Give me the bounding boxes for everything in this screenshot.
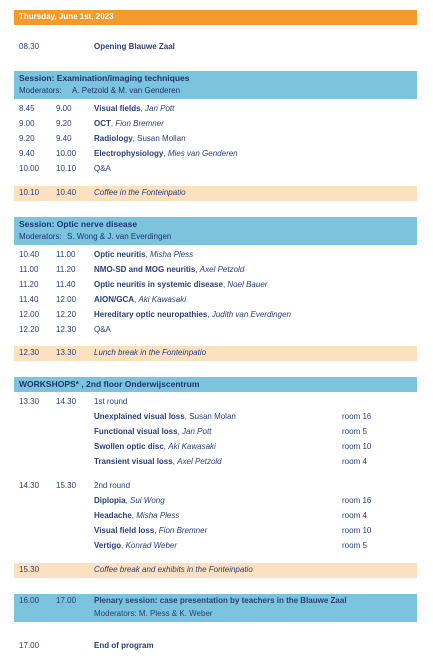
moderators-label: Moderators: bbox=[19, 232, 62, 241]
start-time: 10.10 bbox=[19, 188, 40, 197]
start-time: 16.00 bbox=[19, 596, 40, 605]
workshop-row: Unexplained visual loss, Susan Molan room 16 bbox=[94, 412, 372, 421]
start-time: 13.30 bbox=[19, 397, 40, 406]
speaker: Noel Bauer bbox=[227, 280, 268, 289]
room: room 10 bbox=[342, 442, 372, 451]
start-time: 12.00 bbox=[19, 310, 40, 319]
speaker: Aki Kawasaki bbox=[168, 442, 216, 451]
break-title: Coffee in the Fonteinpatio bbox=[94, 188, 186, 197]
workshop-title: Swollen optic disc bbox=[94, 442, 164, 451]
talk-row: 9.00 9.20 OCT, Fion Bremner bbox=[19, 119, 164, 128]
plenary-row bbox=[14, 594, 417, 622]
start-time: 12.20 bbox=[19, 325, 40, 334]
room: room 5 bbox=[342, 541, 367, 550]
end-time: 10.00 bbox=[56, 149, 77, 158]
start-time: 11.20 bbox=[19, 280, 39, 289]
round-row bbox=[14, 395, 417, 410]
break-title: Lunch break in the Fonteinpatio bbox=[94, 348, 207, 357]
round-label: 1st round bbox=[94, 397, 128, 406]
talk-title: Visual fields bbox=[94, 104, 141, 113]
moderators: A. Petzold & M. van Genderen bbox=[72, 86, 181, 95]
room: room 4 bbox=[342, 457, 367, 466]
talk-title: Q&A bbox=[94, 325, 111, 334]
room: room 16 bbox=[342, 496, 372, 505]
speaker: Axel Petzold bbox=[177, 457, 222, 466]
session2-header bbox=[14, 217, 417, 245]
room: room 4 bbox=[342, 511, 367, 520]
day-header bbox=[14, 10, 417, 25]
talk-title: Optic neuritis in systemic disease bbox=[94, 280, 223, 289]
start-time: 12.30 bbox=[19, 348, 40, 357]
talk-row: 11.40 12.00 AION/GCA, Aki Kawasaki bbox=[19, 295, 187, 304]
workshop-title: Diplopia bbox=[94, 496, 126, 505]
end-time: 9.40 bbox=[56, 134, 72, 143]
workshop-row: Diplopia, Sui Wong room 16 bbox=[94, 496, 372, 505]
end-title: End of program bbox=[94, 641, 154, 650]
start-time: 9.40 bbox=[19, 149, 35, 158]
speaker: Susan Mollan bbox=[137, 134, 186, 143]
speaker: Axel Petzold bbox=[199, 265, 245, 274]
moderators: S. Wong & J. van Everdingen bbox=[67, 232, 172, 241]
talk-title: Radiology bbox=[94, 134, 133, 143]
talk-title: Electrophysiology bbox=[94, 149, 164, 158]
end-time: 14.30 bbox=[56, 397, 77, 406]
talk-title: OCT bbox=[94, 119, 111, 128]
speaker: Sui Wong bbox=[130, 496, 165, 505]
title: Opening Blauwe Zaal bbox=[94, 42, 175, 51]
talk-title: Q&A bbox=[94, 164, 111, 173]
talk-title: NMO-SD and MOG neuritis bbox=[94, 265, 196, 274]
start-time: 10.00 bbox=[19, 164, 40, 173]
speaker: Fion Bremner bbox=[158, 526, 208, 535]
start-time: 9.00 bbox=[19, 119, 35, 128]
room: room 5 bbox=[342, 427, 367, 436]
start-time: 8.45 bbox=[19, 104, 35, 113]
speaker: Judith van Everdingen bbox=[211, 310, 291, 319]
lunch-break-row bbox=[14, 346, 417, 361]
talk-title: Optic neuritis bbox=[94, 250, 146, 259]
session-title: Session: Examination/imaging techniques bbox=[19, 73, 190, 83]
moderators: Moderators: M. Pless & K. Weber bbox=[94, 609, 213, 618]
speaker: Fion Bremner bbox=[115, 119, 164, 128]
start-time: 9.20 bbox=[19, 134, 35, 143]
workshop-row: Visual field loss, Fion Bremner room 10 bbox=[94, 526, 372, 535]
workshops-header bbox=[14, 377, 417, 392]
talk-row: 9.20 9.40 Radiology, Susan Mollan bbox=[19, 134, 186, 143]
workshop-row: Transient visual loss, Axel Petzold room 4 bbox=[94, 457, 367, 466]
room: room 16 bbox=[342, 412, 372, 421]
coffee-break-row bbox=[14, 186, 417, 201]
speaker: Susan Molan bbox=[189, 412, 236, 421]
end-time: 10.10 bbox=[56, 164, 77, 173]
time: 17.00 bbox=[19, 641, 40, 650]
session1-header bbox=[14, 71, 417, 99]
time: 08.30 bbox=[19, 42, 40, 51]
speaker: Misha Pless bbox=[136, 511, 180, 520]
talk-row: 12.00 12.20 Hereditary optic neuropathies, Judith van Everdingen bbox=[19, 310, 291, 319]
end-time: 10.40 bbox=[56, 188, 77, 197]
speaker: Jan Pott bbox=[182, 427, 212, 436]
end-time: 17.00 bbox=[56, 596, 77, 605]
workshop-row: Functional visual loss, Jan Pott room 5 bbox=[94, 427, 367, 436]
workshop-title: Transient visual loss bbox=[94, 457, 173, 466]
break-title: Coffee break and exhibits in the Fonteinpatio bbox=[94, 565, 253, 574]
session-title: Session: Optic nerve disease bbox=[19, 219, 138, 229]
end-time: 13.30 bbox=[56, 348, 77, 357]
workshop-row: Swollen optic disc, Aki Kawasaki room 10 bbox=[94, 442, 372, 451]
coffee-exhibits-row bbox=[14, 563, 417, 578]
room: room 10 bbox=[342, 526, 372, 535]
workshop-title: Unexplained visual loss bbox=[94, 412, 185, 421]
speaker: Misha Pless bbox=[150, 250, 194, 259]
talk-title: AION/GCA bbox=[94, 295, 134, 304]
workshop-row: Headache, Misha Pless room 4 bbox=[94, 511, 367, 520]
speaker: Konrad Weber bbox=[125, 541, 178, 550]
round-row bbox=[14, 479, 417, 494]
end-time: 12.30 bbox=[56, 325, 77, 334]
start-time: 11.40 bbox=[19, 295, 39, 304]
start-time: 11.00 bbox=[19, 265, 39, 274]
end-time: 11.00 bbox=[56, 250, 76, 259]
end-row bbox=[14, 639, 417, 654]
plenary-title: Plenary session: case presentation by teachers in the Blauwe Zaal bbox=[94, 596, 347, 605]
speaker: Mies van Genderen bbox=[167, 149, 238, 158]
moderators-label: Moderators: bbox=[19, 86, 62, 95]
talk-row bbox=[14, 162, 417, 177]
workshop-title: Functional visual loss bbox=[94, 427, 178, 436]
end-time: 9.20 bbox=[56, 119, 72, 128]
talk-title: Hereditary optic neuropathies bbox=[94, 310, 208, 319]
start-time: 15.30 bbox=[19, 565, 40, 574]
speaker: Jan Pott bbox=[145, 104, 175, 113]
workshops-title: WORKSHOPS* , 2nd floor Onderwijscentrum bbox=[19, 379, 200, 389]
workshop-row: Vertigo, Konrad Weber room 5 bbox=[94, 541, 367, 550]
speaker: Aki Kawasaki bbox=[138, 295, 187, 304]
opening-row bbox=[14, 40, 417, 55]
end-time: 12.00 bbox=[56, 295, 77, 304]
end-time: 9.00 bbox=[56, 104, 72, 113]
talk-row: 11.00 11.20 NMO-SD and MOG neuritis, Axel Petzold bbox=[19, 265, 245, 274]
talk-row: 8.45 9.00 Visual fields, Jan Pott bbox=[19, 104, 175, 113]
talk-row bbox=[14, 323, 417, 338]
workshop-title: Vertigo bbox=[94, 541, 122, 550]
start-time: 14.30 bbox=[19, 481, 40, 490]
talk-row: 10.40 11.00 Optic neuritis, Misha Pless bbox=[19, 250, 194, 259]
end-time: 11.20 bbox=[56, 265, 76, 274]
day-title: Thursday, June 1st, 2023 bbox=[19, 12, 114, 21]
end-time: 12.20 bbox=[56, 310, 77, 319]
talk-row: 11.20 11.40 Optic neuritis in systemic disease, Noel Bauer bbox=[19, 280, 268, 289]
workshop-title: Headache bbox=[94, 511, 132, 520]
workshop-title: Visual field loss bbox=[94, 526, 155, 535]
talk-row: 9.40 10.00 Electrophysiology, Mies van Genderen bbox=[19, 149, 238, 158]
round-label: 2nd round bbox=[94, 481, 131, 490]
end-time: 11.40 bbox=[56, 280, 76, 289]
end-time: 15.30 bbox=[56, 481, 77, 490]
start-time: 10.40 bbox=[19, 250, 40, 259]
